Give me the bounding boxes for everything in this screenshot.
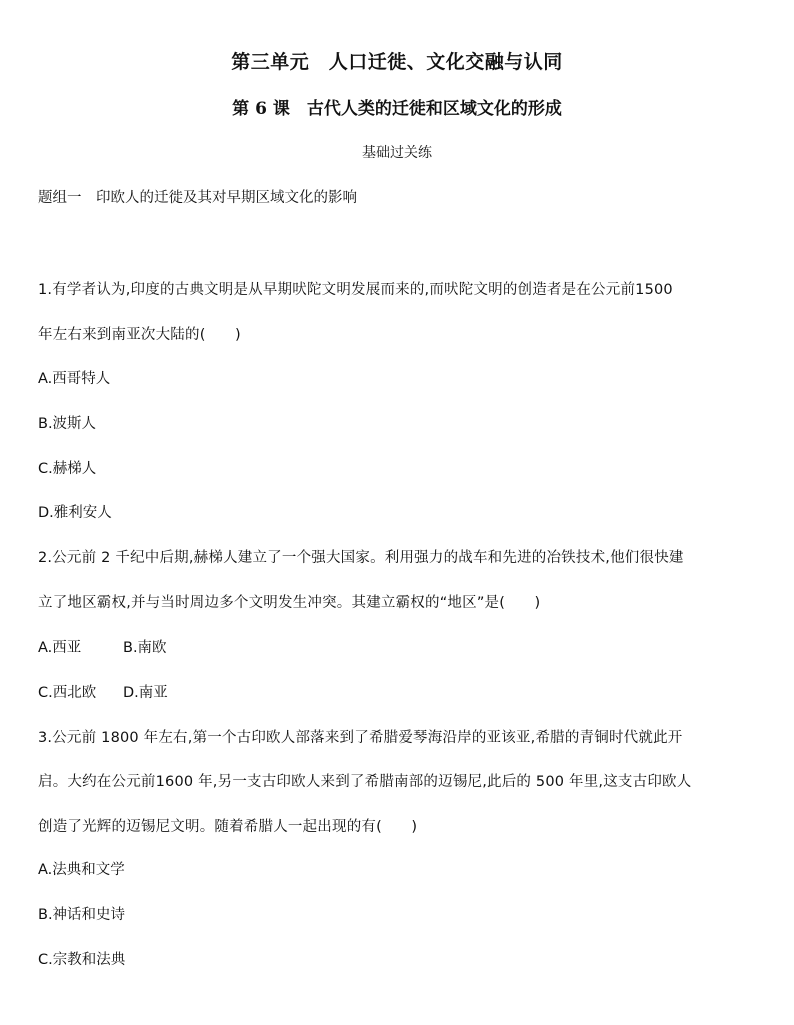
q2-stem-line-1: 2.公元前 2 千纪中后期,赫梯人建立了一个强大国家。利用强力的战车和先进的冶铁技术,他们很快建 [38,550,684,566]
q1-option-c: C.赫梯人 [38,461,97,477]
q3-option-a: A.法典和文学 [38,862,125,878]
q2-option-a: A.西亚 [38,640,82,656]
q1-option-b: B.波斯人 [38,416,97,432]
q1-option-a: A.西哥特人 [38,371,111,387]
q2-stem-line-2: 立了地区霸权,并与当时周边多个文明发生冲突。其建立霸权的“地区”是( ) [38,595,541,611]
section-title: 基础过关练 [362,145,432,161]
q3-stem-line-3: 创造了光辉的迈锡尼文明。随着希腊人一起出现的有( ) [38,819,418,835]
q2-option-b: B.南欧 [123,640,167,656]
q2-option-c: C.西北欧 [38,685,97,701]
q1-stem-line-1: 1.有学者认为,印度的古典文明是从早期吠陀文明发展而来的,而吠陀文明的创造者是在公元前1500 [38,282,673,298]
q3-stem-line-1: 3.公元前 1800 年左右,第一个古印欧人部落来到了希腊爱琴海沿岸的亚该亚,希腊的青铜时代就此开 [38,730,683,746]
q3-option-b: B.神话和史诗 [38,907,126,923]
q3-stem-line-2: 启。大约在公元前1600 年,另一支古印欧人来到了希腊南部的迈锡尼,此后的 500 年里,这支古印欧人 [38,774,692,790]
q3-option-c: C.宗教和法典 [38,952,126,968]
lesson-title: 第 6 课 古代人类的迁徙和区域文化的形成 [232,99,562,119]
q1-stem-line-2: 年左右来到南亚次大陆的( ) [38,327,241,343]
q2-option-d: D.南亚 [123,685,168,701]
q1-option-d: D.雅利安人 [38,505,112,521]
group-title: 题组一 印欧人的迁徙及其对早期区域文化的影响 [38,190,357,206]
unit-title: 第三单元 人口迁徙、文化交融与认同 [231,51,563,73]
